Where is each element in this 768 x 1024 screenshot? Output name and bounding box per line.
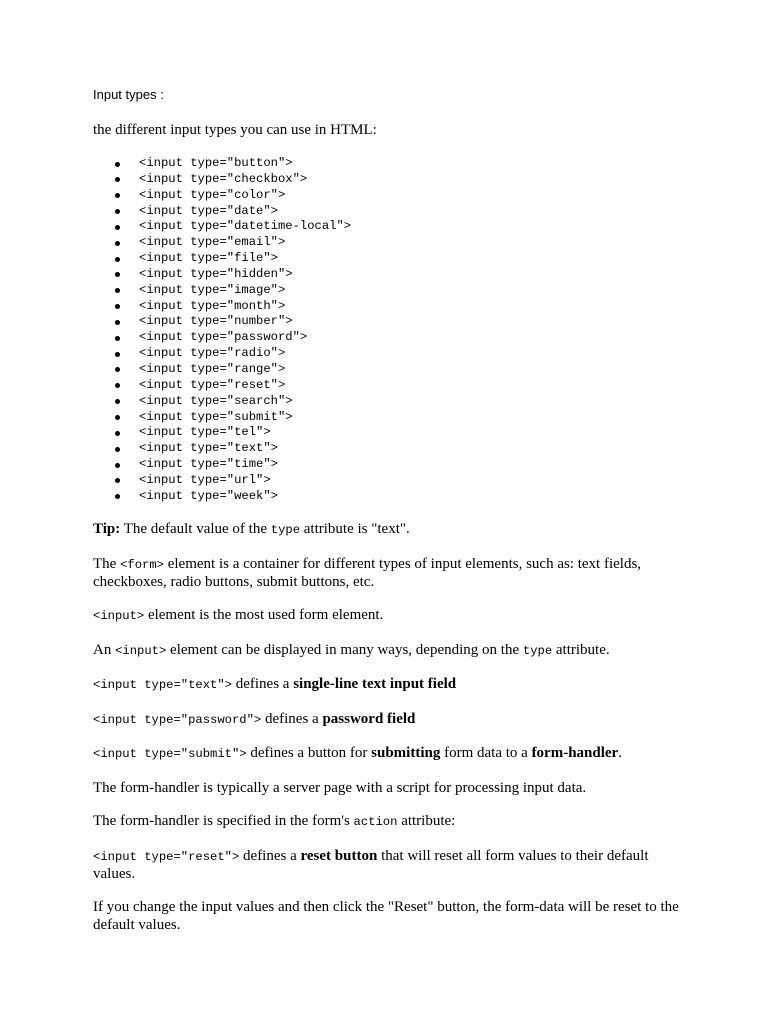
text-span: defines a <box>239 847 301 864</box>
list-item-text: <input type="image"> <box>139 282 286 297</box>
password-field-paragraph <box>93 711 683 729</box>
code-span: type <box>270 523 301 537</box>
list-item <box>93 410 351 426</box>
list-item <box>93 441 351 457</box>
text-span: attribute: <box>397 813 456 830</box>
list-item-text: <input type="number"> <box>139 314 293 329</box>
list-item-text: <input type="week"> <box>139 488 278 503</box>
bullet-icon <box>115 209 120 214</box>
list-item-text: <input type="radio"> <box>139 346 286 361</box>
text-span: element can be displayed in many ways, depending on the <box>166 641 523 658</box>
submit-paragraph <box>93 745 683 763</box>
text-span: defines a button for <box>246 745 372 762</box>
code-span: <input type="password"> <box>93 712 262 727</box>
list-item-text: <input type="hidden"> <box>139 266 293 281</box>
list-item-text: <input type="time"> <box>139 457 278 472</box>
text-span: The form-handler is specified in the form's <box>93 813 354 830</box>
list-item <box>93 251 351 267</box>
list-item-text: <input type="password"> <box>139 330 308 345</box>
list-item-text: <input type="file"> <box>139 251 278 266</box>
list-item <box>93 473 351 489</box>
list-item-text: <input type="url"> <box>139 472 271 487</box>
list-item <box>93 172 351 188</box>
bold-span: submitting <box>371 745 441 762</box>
reset-paragraph <box>93 848 683 883</box>
code-span: <input type="text"> <box>93 678 232 693</box>
list-item <box>93 299 351 315</box>
bullet-icon <box>115 288 120 293</box>
displayed-paragraph <box>93 642 683 660</box>
code-span: type <box>522 643 553 658</box>
bullet-icon <box>115 478 120 483</box>
list-item-text: <input type="button"> <box>139 156 293 170</box>
bullet-icon <box>115 447 120 452</box>
list-item-text: <input type="search"> <box>139 393 293 408</box>
bullet-icon <box>115 383 120 388</box>
bullet-icon <box>115 494 120 499</box>
form-paragraph <box>93 556 683 591</box>
list-item <box>93 235 351 251</box>
bullet-icon <box>115 304 120 309</box>
tip-paragraph <box>93 521 683 539</box>
text-span: attribute is "text". <box>300 521 410 537</box>
bold-span: password field <box>322 710 416 727</box>
body-text <box>93 521 683 950</box>
bullet-icon <box>115 241 120 246</box>
list-item-text: <input type="reset"> <box>139 377 286 392</box>
bold-span: form-handler <box>531 745 619 762</box>
text-field-paragraph <box>93 676 683 694</box>
text-span: element is the most used form element. <box>144 607 384 624</box>
bullet-icon <box>115 431 120 436</box>
intro-text: the different input types you can use in HTML: <box>93 122 377 138</box>
bold-span: single-line text input field <box>293 676 457 693</box>
code-span: <form> <box>120 557 164 572</box>
bullet-icon <box>115 399 120 404</box>
list-item <box>93 314 351 330</box>
text-span: form data to a <box>440 745 532 762</box>
bullet-icon <box>115 415 120 420</box>
page-heading: Input types : <box>93 87 164 102</box>
bullet-icon <box>115 367 120 372</box>
text-span: . <box>618 745 622 762</box>
list-item <box>93 457 351 473</box>
list-item <box>93 362 351 378</box>
text-span: defines a <box>231 676 294 693</box>
text-span: element is a container for different types of input elements, such as: text fields, checkboxes, radio buttons, submit buttons, etc. <box>93 555 642 590</box>
list-item-text: <input type="tel"> <box>139 425 271 440</box>
handler-server-paragraph: The form-handler is typically a server page with a script for processing input data. <box>93 779 587 796</box>
bold-span: reset button <box>300 847 378 864</box>
bullet-icon <box>115 177 120 182</box>
code-span: action <box>353 815 398 830</box>
text-span: An <box>93 641 116 658</box>
list-item-text: <input type="range"> <box>139 361 286 376</box>
bullet-icon <box>115 162 120 167</box>
list-item <box>93 378 351 394</box>
text-span: The <box>93 555 121 572</box>
list-item-text: <input type="email"> <box>139 235 286 250</box>
list-item-text: <input type="color"> <box>139 187 286 202</box>
list-item <box>93 489 351 505</box>
input-types-list <box>93 156 351 505</box>
text-span: that will reset all form values to their default values. <box>93 847 649 882</box>
list-item <box>93 156 351 172</box>
bullet-icon <box>115 225 120 230</box>
bullet-icon <box>115 320 120 325</box>
input-most-used-paragraph <box>93 607 683 625</box>
code-span: <input> <box>93 609 145 624</box>
text-span: The default value of the <box>120 521 271 537</box>
list-item-text: <input type="datetime-local"> <box>139 219 352 234</box>
code-span: <input> <box>115 643 167 658</box>
tip-label: Tip: <box>93 521 121 537</box>
text-span: defines a <box>261 710 323 727</box>
list-item <box>93 346 351 362</box>
list-item-text: <input type="date"> <box>139 203 278 218</box>
list-item <box>93 330 351 346</box>
reset-note-paragraph: If you change the input values and then click the "Reset" button, the form-data will be reset to the default values. <box>93 899 679 933</box>
bullet-icon <box>115 463 120 468</box>
list-item-text: <input type="text"> <box>139 441 278 456</box>
list-item <box>93 188 351 204</box>
bullet-icon <box>115 352 120 357</box>
bullet-icon <box>115 336 120 341</box>
list-item <box>93 283 351 299</box>
code-span: <input type="reset"> <box>93 849 240 864</box>
list-item-text: <input type="month"> <box>139 298 286 313</box>
list-item <box>93 394 351 410</box>
list-item <box>93 425 351 441</box>
handler-action-paragraph <box>93 813 683 831</box>
bullet-icon <box>115 193 120 198</box>
code-span: <input type="submit"> <box>93 747 247 762</box>
list-item-text: <input type="submit"> <box>139 409 293 424</box>
list-item-text: <input type="checkbox"> <box>139 171 308 186</box>
text-span: attribute. <box>552 641 610 658</box>
bullet-icon <box>115 272 120 277</box>
bullet-icon <box>115 257 120 262</box>
list-item <box>93 219 351 235</box>
list-item <box>93 267 351 283</box>
list-item <box>93 204 351 220</box>
